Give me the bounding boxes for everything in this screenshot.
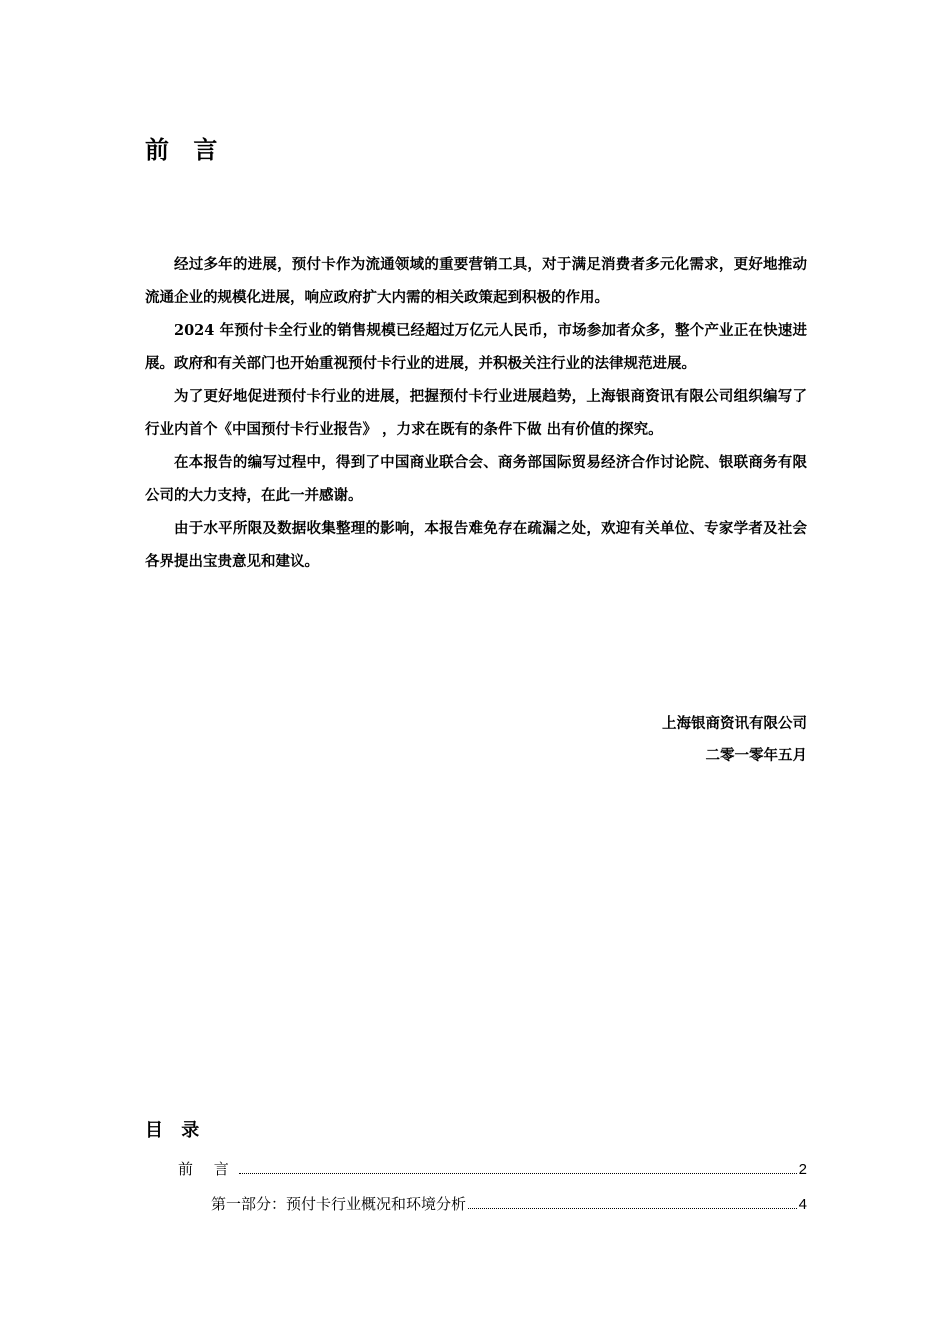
toc-dot-leader — [468, 1208, 797, 1209]
toc-entry-label: 前 言 — [178, 1160, 237, 1178]
table-of-contents — [145, 1116, 807, 1222]
toc-dot-leader — [239, 1173, 797, 1174]
preface-paragraph: 在本报告的编写过程中，得到了中国商业联合会、商务部国际贸易经济合作讨论院、银联商务有限公司的大力支持，在此一并感谢。 — [145, 454, 807, 504]
toc-title: 目 录 — [145, 1120, 206, 1141]
signature-date: 二零一零年五月 — [705, 747, 807, 764]
toc-entry-preface[interactable] — [145, 1152, 807, 1187]
preface-title: 前 言 — [145, 135, 226, 164]
toc-entry-page: 2 — [798, 1161, 807, 1178]
toc-entry-part-one[interactable] — [145, 1187, 807, 1222]
signature-block — [662, 708, 807, 772]
preface-paragraph: 经过多年的进展，预付卡作为流通领域的重要营销工具，对于满足消费者多元化需求，更好地推动流通企业的规模化进展，响应政府扩大内需的相关政策起到积极的作用。 — [145, 256, 807, 306]
preface-paragraph: 由于水平所限及数据收集整理的影响，本报告难免存在疏漏之处，欢迎有关单位、专家学者及社会各界提出宝贵意见和建议。 — [145, 520, 807, 570]
signature-company: 上海银商资讯有限公司 — [662, 715, 807, 732]
preface-body — [145, 248, 807, 578]
toc-entry-page: 4 — [798, 1196, 807, 1213]
preface-paragraph: 为了更好地促进预付卡行业的进展，把握预付卡行业进展趋势，上海银商资讯有限公司组织编写了行业内首个《中国预付卡行业报告》 ，力求在既有的条件下做 出有价值的探究。 — [145, 388, 807, 438]
toc-entry-label: 第一部分：预付卡行业概况和环境分析 — [211, 1195, 467, 1213]
preface-paragraph: 2024 年预付卡全行业的销售规模已经超过万亿元人民币，市场参加者众多，整个产业正在快速进展。政府和有关部门也开始重视预付卡行业的进展，并积极关注行业的法律规范进展。 — [145, 322, 807, 372]
